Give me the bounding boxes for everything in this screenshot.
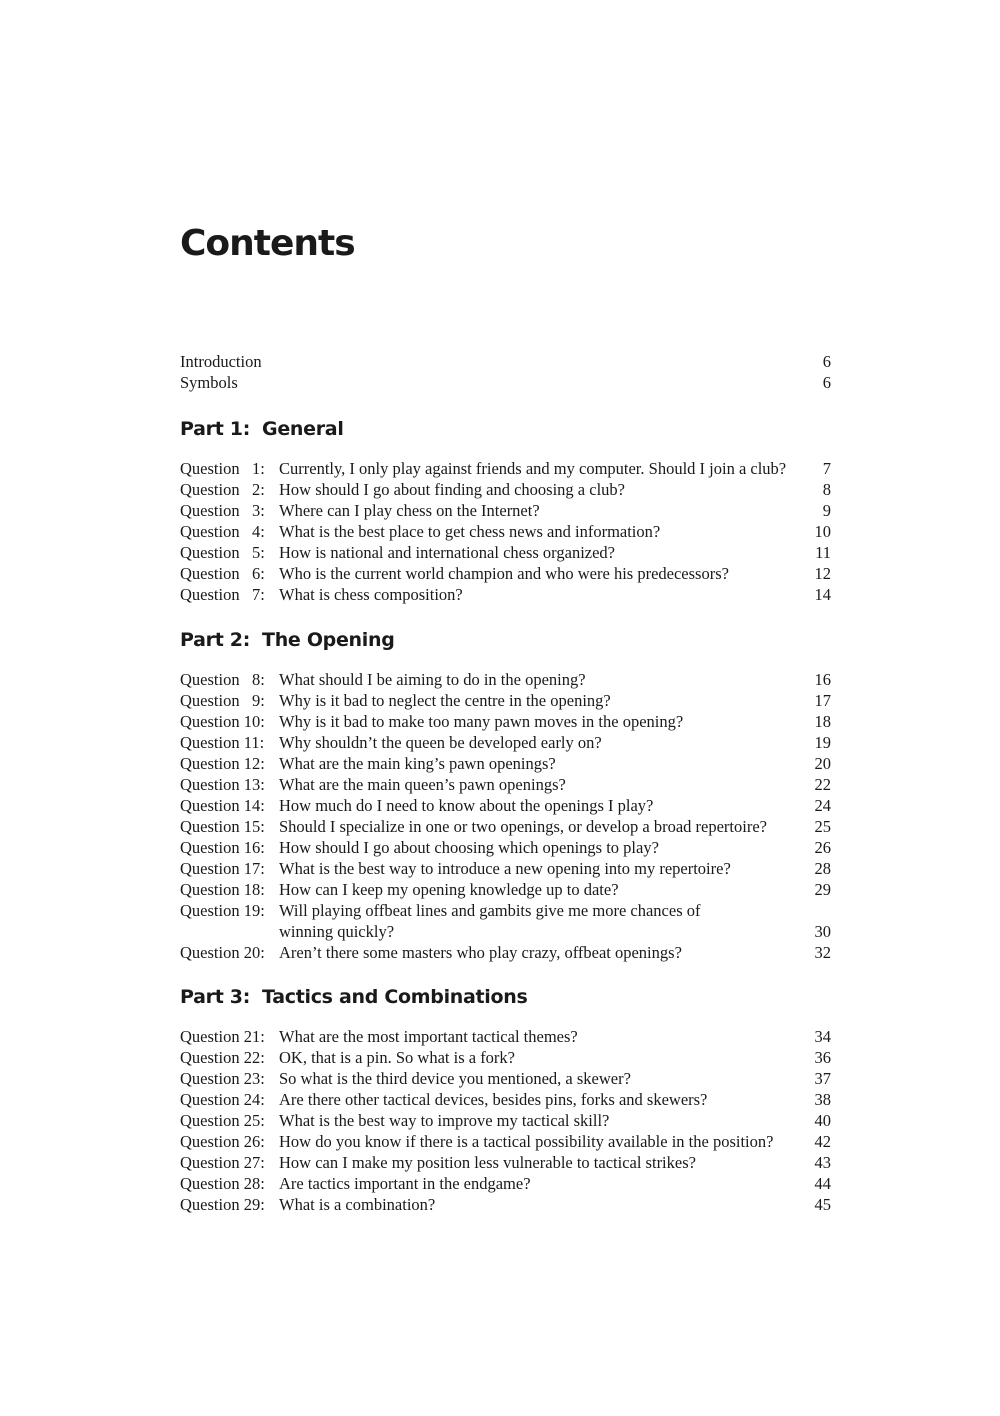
toc-entry[interactable] — [180, 690, 831, 711]
toc-entry[interactable] — [180, 584, 831, 605]
question-number: Question 4: — [180, 522, 265, 541]
toc-page-number: 14 — [814, 585, 831, 604]
toc-entry[interactable] — [180, 795, 831, 816]
question-text: Currently, I only play against friends and my computer. Should I join a club? — [279, 459, 787, 478]
question-text: What is the best way to introduce a new opening into my repertoire? — [279, 859, 731, 878]
toc-entry[interactable] — [180, 837, 831, 858]
toc-entry[interactable] — [180, 711, 831, 732]
question-text: How is national and international chess organized? — [279, 543, 616, 562]
toc-entry[interactable] — [180, 1173, 831, 1194]
question-number: Question 21: — [180, 1027, 265, 1046]
question-number: Question 19: — [180, 901, 265, 920]
question-number: Question 11: — [180, 733, 265, 752]
question-text: How can I keep my opening knowledge up to date? — [279, 880, 619, 899]
toc-page-number: 38 — [814, 1090, 831, 1109]
question-number: Question 25: — [180, 1111, 265, 1130]
toc-page-number: 22 — [814, 775, 831, 794]
toc-page-number: 45 — [814, 1195, 831, 1214]
page-title: Contents — [180, 223, 355, 264]
question-text: Are tactics important in the endgame? — [279, 1174, 531, 1193]
front-matter — [180, 351, 831, 393]
question-text: What is the best way to improve my tactical skill? — [279, 1111, 610, 1130]
question-number: Question 24: — [180, 1090, 265, 1109]
question-number: Question 1: — [180, 459, 265, 478]
question-number: Question 12: — [180, 754, 265, 773]
toc-page-number: 10 — [814, 522, 831, 541]
question-number: Question 17: — [180, 859, 265, 878]
question-text: How do you know if there is a tactical possibility available in the position? — [279, 1132, 774, 1151]
part-section — [180, 984, 831, 1215]
part-name: General — [262, 418, 344, 440]
question-text: How can I make my position less vulnerable to tactical strikes? — [279, 1153, 696, 1172]
question-number: Question 10: — [180, 712, 265, 731]
toc-entry[interactable] — [180, 1047, 831, 1068]
question-number: Question 3: — [180, 501, 265, 520]
question-number: Question 2: — [180, 480, 265, 499]
question-number: Question 13: — [180, 775, 265, 794]
question-text: What should I be aiming to do in the opening? — [279, 670, 586, 689]
toc-page-number: 6 — [822, 373, 831, 392]
question-text: How much do I need to know about the openings I play? — [279, 796, 654, 815]
toc-page-number: 18 — [814, 712, 831, 731]
toc-page-number: 44 — [814, 1174, 831, 1193]
question-text: How should I go about choosing which openings to play? — [279, 838, 659, 857]
toc-entry[interactable] — [180, 1194, 831, 1215]
question-number: Question 18: — [180, 880, 265, 899]
question-text: What are the main queen’s pawn openings? — [279, 775, 566, 794]
question-text: Will playing offbeat lines and gambits give me more chances of winning quickly? — [279, 901, 701, 941]
toc-entry[interactable] — [180, 1131, 831, 1152]
toc-entry[interactable] — [180, 1152, 831, 1173]
question-number: Question 15: — [180, 817, 265, 836]
question-number: Question 28: — [180, 1174, 265, 1193]
toc-page-number: 34 — [814, 1027, 831, 1046]
question-number: Question 5: — [180, 543, 265, 562]
toc-entry[interactable] — [180, 879, 831, 900]
question-number: Question 26: — [180, 1132, 265, 1151]
toc-entry[interactable] — [180, 479, 831, 500]
question-text: What is a combination? — [279, 1195, 436, 1214]
toc-entry[interactable] — [180, 858, 831, 879]
toc-page-number: 24 — [814, 796, 831, 815]
question-number: Question 14: — [180, 796, 265, 815]
toc-page-number: 12 — [814, 564, 831, 583]
toc-entry[interactable] — [180, 900, 831, 942]
question-text: How should I go about finding and choosing a club? — [279, 480, 625, 499]
toc-page-number: 32 — [814, 943, 831, 962]
toc-page-number: 25 — [814, 817, 831, 836]
question-number: Question 16: — [180, 838, 265, 857]
question-text: What are the main king’s pawn openings? — [279, 754, 556, 773]
toc-entry[interactable] — [180, 1110, 831, 1131]
toc-entry[interactable] — [180, 753, 831, 774]
question-number: Question 23: — [180, 1069, 265, 1088]
toc-entry[interactable] — [180, 1026, 831, 1047]
question-text: OK, that is a pin. So what is a fork? — [279, 1048, 516, 1067]
question-text: What are the most important tactical themes? — [279, 1027, 578, 1046]
toc-page-number: 26 — [814, 838, 831, 857]
question-text: Aren’t there some masters who play crazy, offbeat openings? — [279, 943, 682, 962]
part-heading — [180, 416, 831, 442]
toc-page-number: 29 — [814, 880, 831, 899]
toc-entry[interactable] — [180, 458, 831, 479]
part-heading — [180, 984, 831, 1010]
question-text: What is chess composition? — [279, 585, 463, 604]
question-text: Why is it bad to neglect the centre in the opening? — [279, 691, 611, 710]
part-label: Part 1: — [180, 418, 251, 440]
part-section — [180, 627, 831, 963]
part-heading — [180, 627, 831, 653]
toc-page-number: 11 — [815, 543, 831, 562]
question-list — [180, 458, 831, 605]
question-number: Question 22: — [180, 1048, 265, 1067]
toc-page-number: 20 — [814, 754, 831, 773]
question-number: Question 8: — [180, 670, 265, 689]
part-name: Tactics and Combinations — [262, 986, 528, 1008]
toc-entry[interactable] — [180, 500, 831, 521]
toc-entry-text: Symbols — [180, 373, 238, 392]
question-text: So what is the third device you mentioned, a skewer? — [279, 1069, 631, 1088]
toc-page-number: 6 — [822, 352, 831, 371]
question-text: Why is it bad to make too many pawn moves in the opening? — [279, 712, 684, 731]
toc-entry[interactable] — [180, 351, 831, 372]
toc-page-number: 16 — [814, 670, 831, 689]
question-number: Question 27: — [180, 1153, 265, 1172]
toc-page-number: 40 — [814, 1111, 831, 1130]
question-text: Why shouldn’t the queen be developed early on? — [279, 733, 602, 752]
part-name: The Opening — [262, 629, 395, 651]
toc-page-number: 8 — [822, 480, 831, 499]
toc-page-number: 19 — [814, 733, 831, 752]
question-text: Should I specialize in one or two openings, or develop a broad repertoire? — [279, 817, 767, 836]
toc-page-number: 17 — [814, 691, 831, 710]
toc-entry[interactable] — [180, 1068, 831, 1089]
part-section — [180, 416, 831, 605]
toc-page-number: 42 — [814, 1132, 831, 1151]
toc-entry[interactable] — [180, 563, 831, 584]
question-number: Question 9: — [180, 691, 265, 710]
question-text: Who is the current world champion and who were his predecessors? — [279, 564, 729, 583]
toc-entry[interactable] — [180, 774, 831, 795]
toc-entry[interactable] — [180, 521, 831, 542]
question-number: Question 29: — [180, 1195, 265, 1214]
toc-entry[interactable] — [180, 372, 831, 393]
toc-page-number: 37 — [814, 1069, 831, 1088]
toc-page-number: 9 — [822, 501, 831, 520]
toc-entry[interactable] — [180, 942, 831, 963]
question-text: What is the best place to get chess news and information? — [279, 522, 661, 541]
question-list — [180, 1026, 831, 1215]
toc-page-number: 43 — [814, 1153, 831, 1172]
toc-entry[interactable] — [180, 542, 831, 563]
question-number: Question 7: — [180, 585, 265, 604]
toc-page-number: 7 — [822, 459, 831, 478]
question-text: Are there other tactical devices, besides pins, forks and skewers? — [279, 1090, 708, 1109]
part-label: Part 3: — [180, 986, 251, 1008]
question-number: Question 6: — [180, 564, 265, 583]
toc-entry[interactable] — [180, 669, 831, 690]
toc-page-number: 36 — [814, 1048, 831, 1067]
toc-entry[interactable] — [180, 816, 831, 837]
question-number: Question 20: — [180, 943, 265, 962]
toc-entry[interactable] — [180, 1089, 831, 1110]
toc-entry[interactable] — [180, 732, 831, 753]
part-label: Part 2: — [180, 629, 251, 651]
toc-page-number: 30 — [814, 922, 831, 941]
question-text: Where can I play chess on the Internet? — [279, 501, 540, 520]
toc-entry-text: Introduction — [180, 352, 262, 371]
question-list — [180, 669, 831, 963]
toc-page-number: 28 — [814, 859, 831, 878]
